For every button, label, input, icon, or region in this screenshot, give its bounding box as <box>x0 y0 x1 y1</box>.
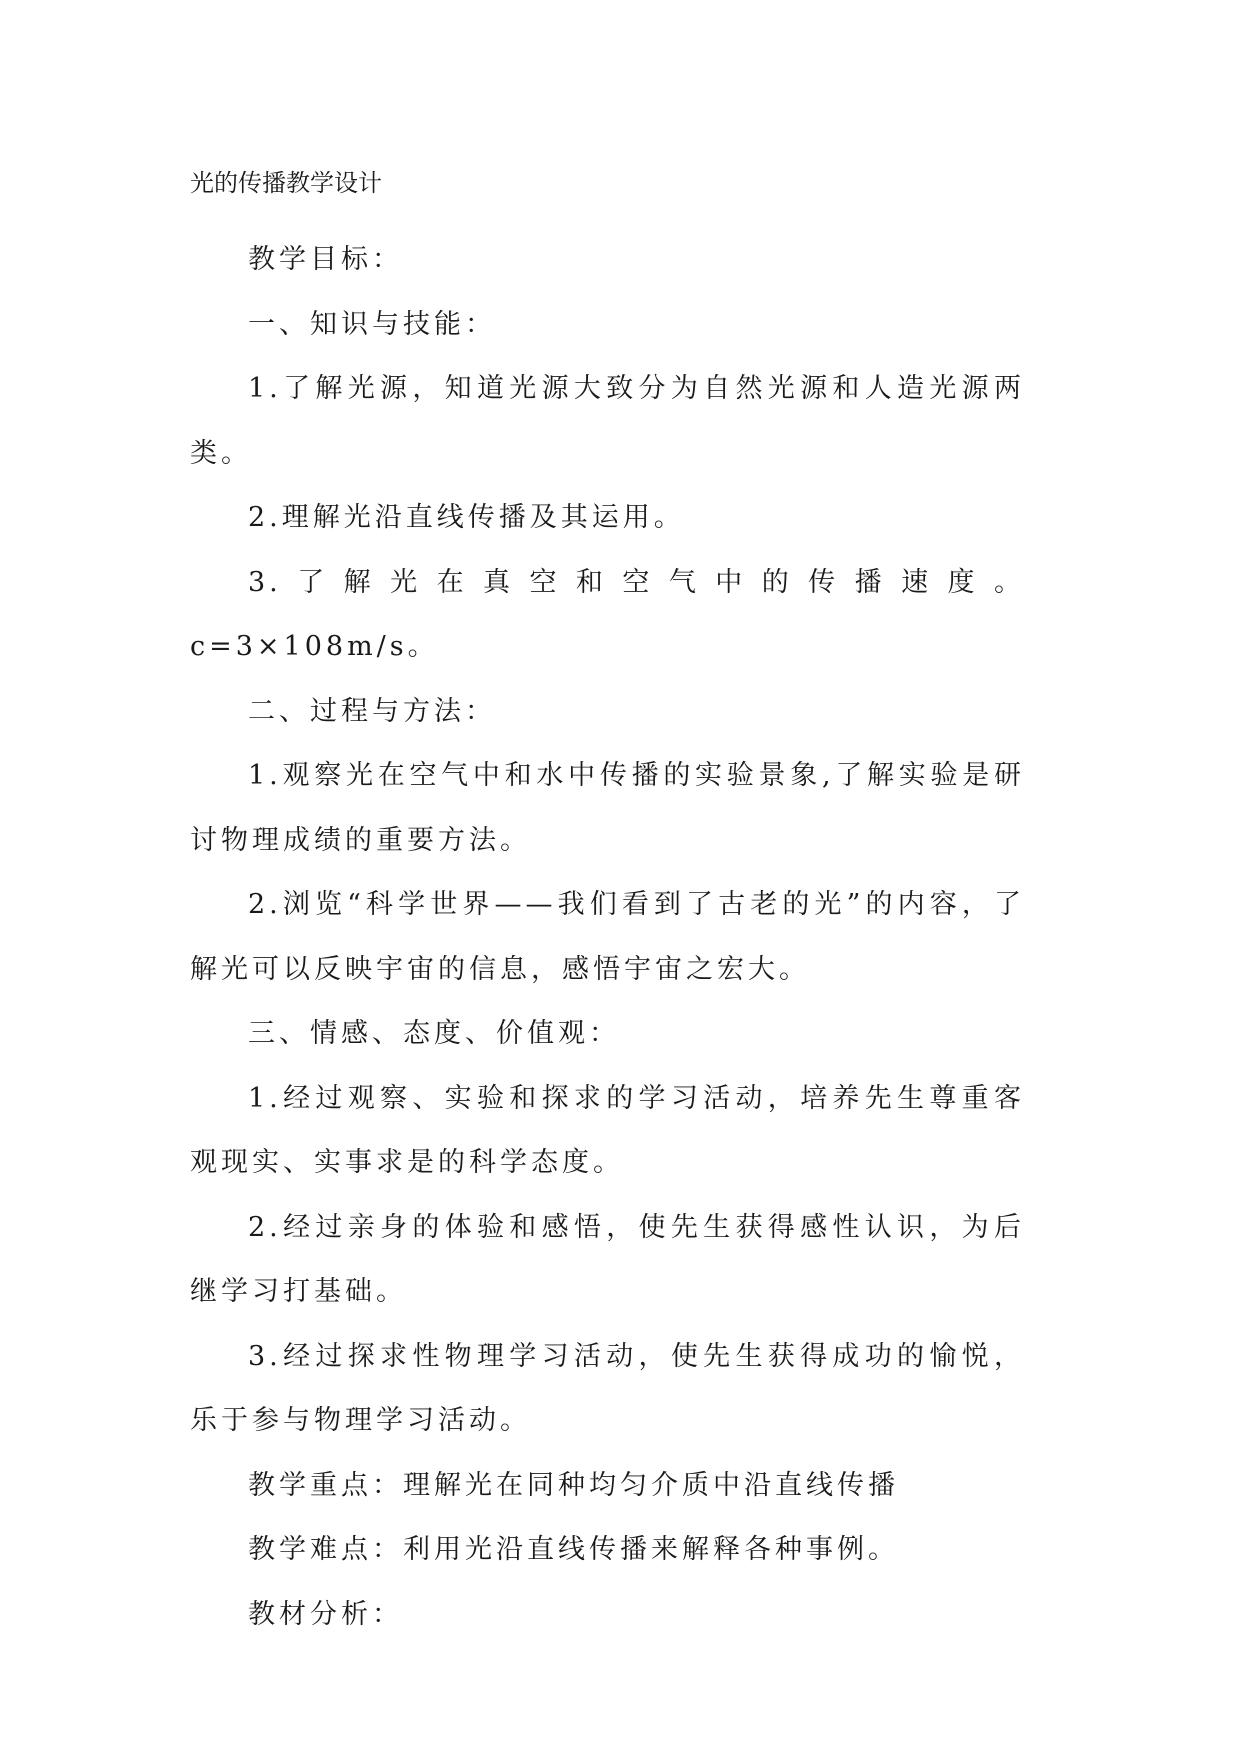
document-body <box>190 228 1025 1647</box>
document-title: 光的传播教学设计 <box>190 169 382 197</box>
paragraph-knowledge-skills: 一、知识与技能： <box>248 308 496 340</box>
paragraph-difficult-point: 教学难点：利用光沿直线传播来解释各种事例。 <box>248 1534 899 1565</box>
paragraph-item: 2.理解光沿直线传播及其运用。 <box>248 502 685 533</box>
paragraph-item: 1.观察光在空气中和水中传播的实验景象,了解实验是研讨物理成绩的重要方法。 <box>190 760 1025 856</box>
paragraph-item: 1.经过观察、实验和探求的学习活动，培养先生尊重客观现实、实事求是的科学态度。 <box>190 1082 1025 1178</box>
paragraph-material-analysis: 教材分析： <box>248 1598 403 1630</box>
paragraph-key-point: 教学重点：理解光在同种均匀介质中沿直线传播 <box>248 1469 899 1501</box>
paragraph-item: 2.经过亲身的体验和感悟，使先生获得感性认识，为后继学习打基础。 <box>190 1211 1025 1307</box>
paragraph-item: 3.了解光在真空和空气中的传播速度。c=3×108m/s。 <box>190 566 1025 662</box>
paragraph-item: 2.浏览“科学世界——我们看到了古老的光”的内容，了解光可以反映宇宙的信息，感悟宇宙之宏大。 <box>190 889 1025 985</box>
paragraph-attitudes-values: 三、情感、态度、价值观： <box>248 1018 620 1049</box>
paragraph-teaching-goals: 教学目标： <box>248 244 403 275</box>
paragraph-item: 1.了解光源，知道光源大致分为自然光源和人造光源两类。 <box>190 373 1025 469</box>
paragraph-process-methods: 二、过程与方法： <box>248 695 496 727</box>
paragraph-item: 3.经过探求性物理学习活动，使先生获得成功的愉悦，乐于参与物理学习活动。 <box>190 1340 1025 1436</box>
